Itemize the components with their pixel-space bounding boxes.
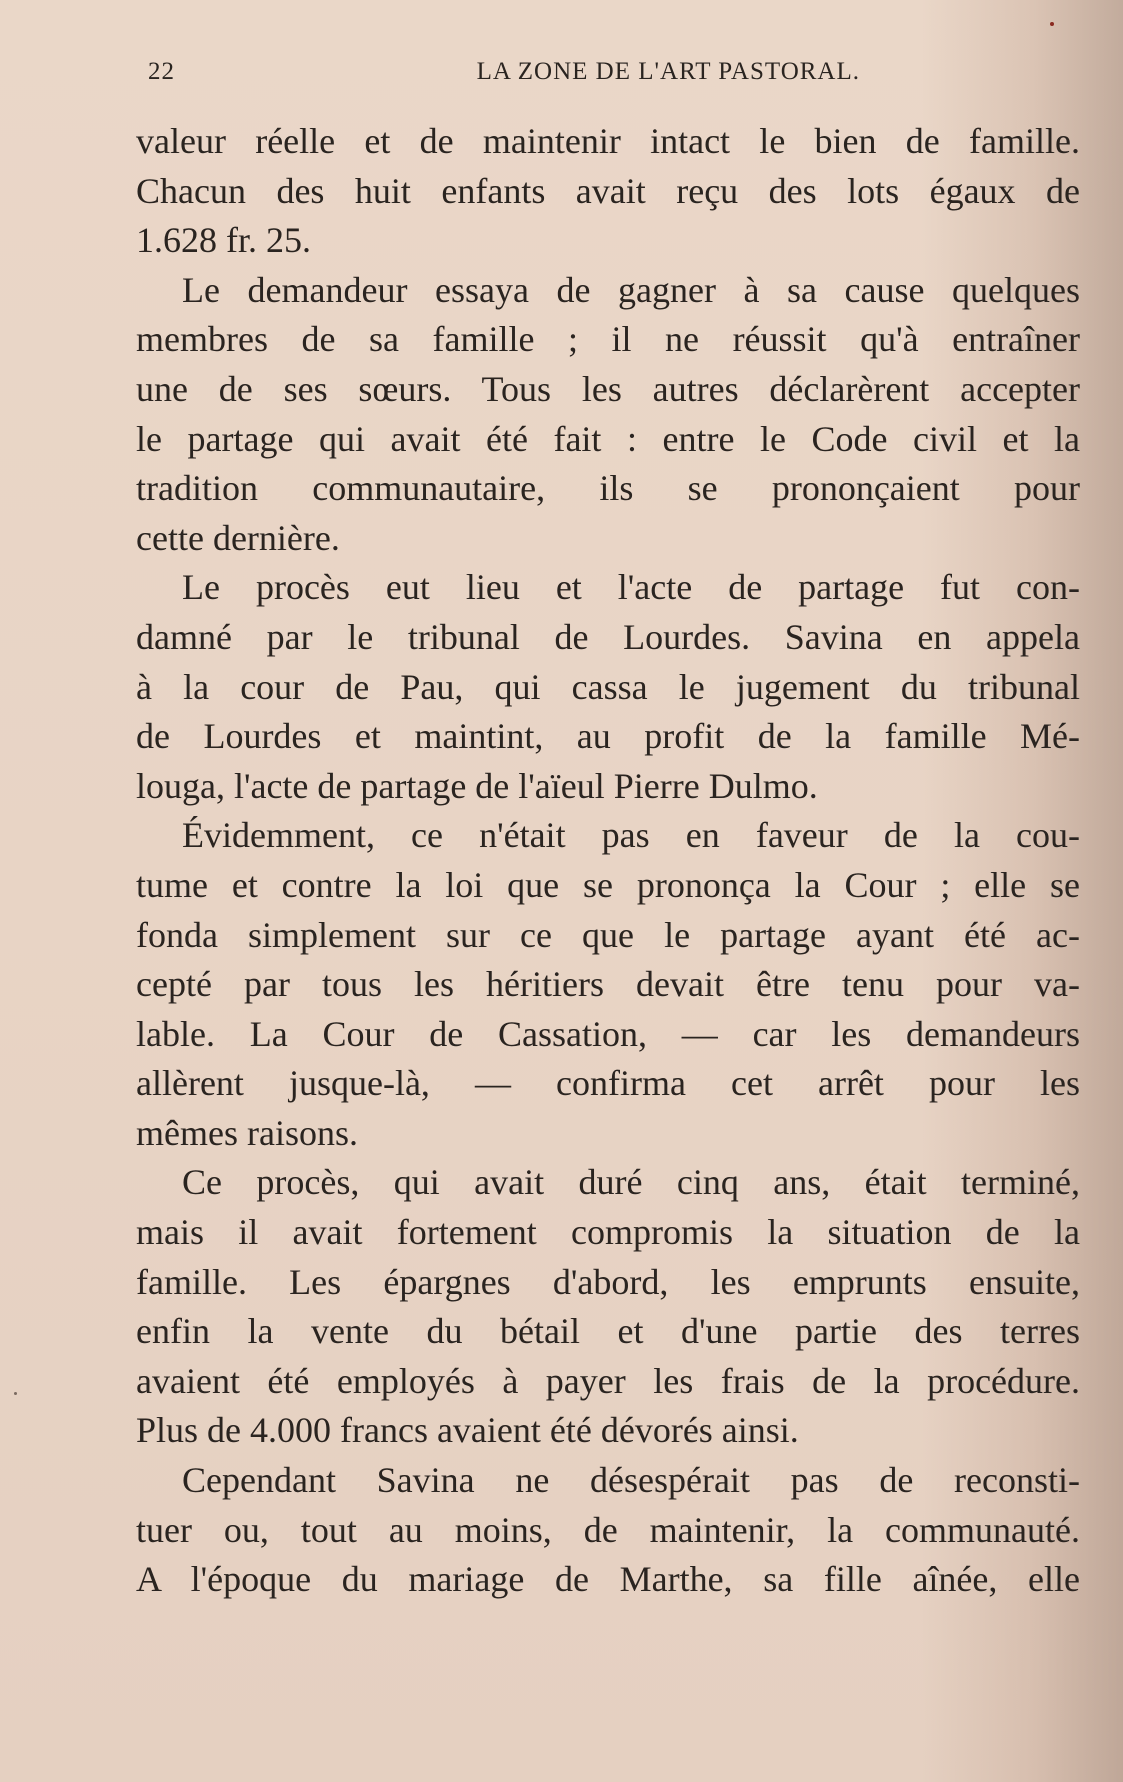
text-line: de Lourdes et maintint, au profit de la famille Mé- (136, 716, 1080, 757)
text-line: Plus de 4.000 francs avaient été dévorés ainsi. (136, 1410, 799, 1451)
paragraph (136, 563, 1080, 811)
text-line: tuer ou, tout au moins, de maintenir, la communauté. (136, 1509, 1080, 1550)
text-line: damné par le tribunal de Lourdes. Savina en appela (136, 616, 1080, 657)
paragraph (136, 266, 1080, 564)
text-line: enfin la vente du bétail et d'une partie des terres (136, 1311, 1080, 1352)
paragraph (136, 1158, 1080, 1456)
text-line: mais il avait fortement compromis la situation de la (136, 1212, 1080, 1253)
text-line: valeur réelle et de maintenir intact le bien de famille. (136, 121, 1080, 161)
text-line: tume et contre la loi que se prononça la Cour ; elle se (136, 864, 1080, 905)
text-line: 1.628 fr. 25. (136, 220, 311, 261)
paragraph (136, 1456, 1080, 1605)
text-line: Le demandeur essaya de gagner à sa cause quelques (182, 269, 1080, 310)
ink-speck (14, 1392, 17, 1395)
text-line: tradition communautaire, ils se prononçaient pour (136, 468, 1080, 509)
text-line: mêmes raisons. (136, 1112, 358, 1153)
page-header (148, 58, 860, 94)
text-line: allèrent jusque-là, — confirma cet arrêt pour les (136, 1063, 1080, 1104)
page-number: 22 (148, 58, 175, 85)
text-line: Chacun des huit enfants avait reçu des lots égaux de (136, 170, 1080, 211)
text-line: avaient été employés à payer les frais de la procédure. (136, 1360, 1080, 1401)
running-title: LA ZONE DE L'ART PASTORAL. (476, 58, 860, 85)
text-line: cepté par tous les héritiers devait être tenu pour va- (136, 964, 1080, 1005)
text-line: Cependant Savina ne désespérait pas de reconsti- (182, 1460, 1080, 1501)
text-line: Évidemment, ce n'était pas en faveur de la cou- (182, 815, 1080, 856)
paragraph (136, 811, 1080, 1158)
text-line: le partage qui avait été fait : entre le Code civil et la (136, 418, 1080, 459)
text-line: fonda simplement sur ce que le partage ayant été ac- (136, 914, 1080, 955)
text-line: membres de sa famille ; il ne réussit qu'à entraîner (136, 319, 1080, 360)
ink-speck (1050, 22, 1054, 26)
text-line: Ce procès, qui avait duré cinq ans, était terminé, (182, 1162, 1080, 1203)
text-line: cette dernière. (136, 517, 340, 558)
body-text (136, 117, 1080, 1605)
text-line: lable. La Cour de Cassation, — car les demandeurs (136, 1013, 1080, 1054)
text-line: une de ses sœurs. Tous les autres déclarèrent accepter (136, 368, 1080, 409)
paragraph (136, 117, 1080, 266)
text-line: à la cour de Pau, qui cassa le jugement du tribunal (136, 666, 1080, 707)
text-line: louga, l'acte de partage de l'aïeul Pierre Dulmo. (136, 765, 818, 806)
text-line: Le procès eut lieu et l'acte de partage fut con- (182, 567, 1080, 608)
text-line: famille. Les épargnes d'abord, les emprunts ensuite, (136, 1261, 1080, 1302)
text-line: A l'époque du mariage de Marthe, sa fille aînée, elle (136, 1559, 1080, 1600)
